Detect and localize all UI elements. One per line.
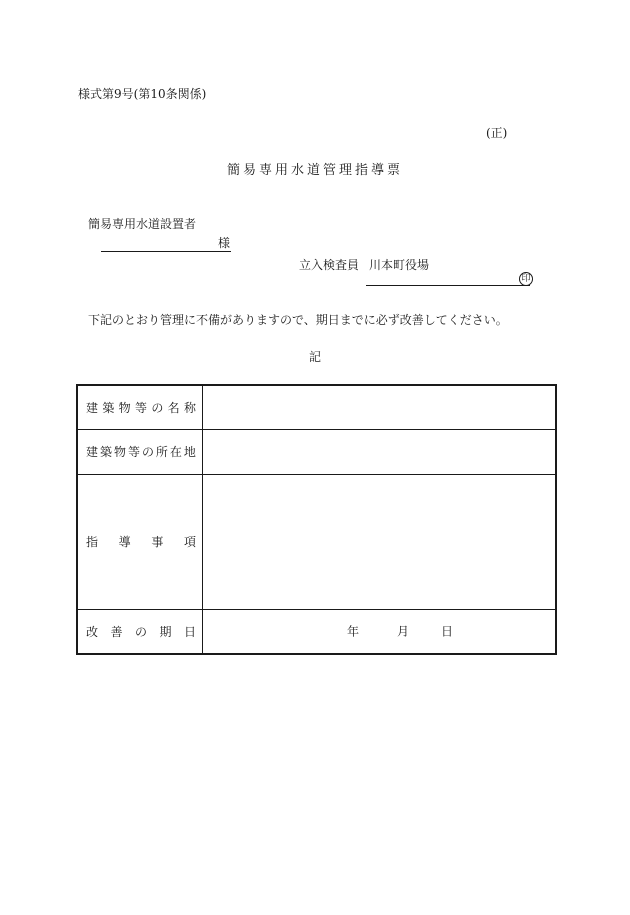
label-guidance-items — [77, 474, 203, 609]
inspector-label: 立入検査員 — [299, 258, 360, 272]
copy-mark: (正) — [486, 126, 508, 140]
form-number: 様式第9号(第10条関係) — [78, 87, 207, 101]
label-chars: 建 築 物 等 の 名 称 — [86, 400, 196, 415]
record-heading: 記 — [308, 350, 321, 364]
year-label: 年 — [347, 624, 360, 639]
value-guidance-items[interactable] — [203, 474, 557, 609]
seal-icon: 印 — [519, 272, 533, 286]
label-chars: 建 築 物 等 の 所 在 地 — [86, 445, 196, 459]
month-label: 月 — [397, 624, 410, 639]
addressee-name-line[interactable] — [101, 236, 231, 252]
label-building-name — [77, 385, 203, 429]
intro-text: 下記のとおり管理に不備がありますので、期日までに必ず改善してください。 — [88, 313, 508, 327]
label-chars: 指 導 事 項 — [86, 535, 196, 549]
honorific-sama: 様 — [218, 236, 231, 250]
value-improvement-deadline[interactable] — [203, 609, 557, 654]
label-building-address — [77, 429, 203, 474]
detail-table — [76, 384, 557, 655]
table-row-building-name — [77, 385, 556, 429]
label-chars: 改 善 の 期 日 — [86, 624, 196, 639]
label-improvement-deadline — [77, 609, 203, 654]
office-name: 川本町役場 — [369, 258, 430, 272]
inspector-signature-line[interactable] — [366, 271, 530, 286]
table-row-guidance-items — [77, 474, 556, 609]
document-title: 簡易専用水道管理指導票 — [226, 163, 403, 178]
value-building-name[interactable] — [203, 385, 557, 429]
value-building-address[interactable] — [203, 429, 557, 474]
table-row-building-address — [77, 429, 556, 474]
installer-label: 簡易専用水道設置者 — [88, 217, 197, 231]
day-label: 日 — [441, 624, 454, 639]
table-row-improvement-deadline — [77, 609, 556, 654]
